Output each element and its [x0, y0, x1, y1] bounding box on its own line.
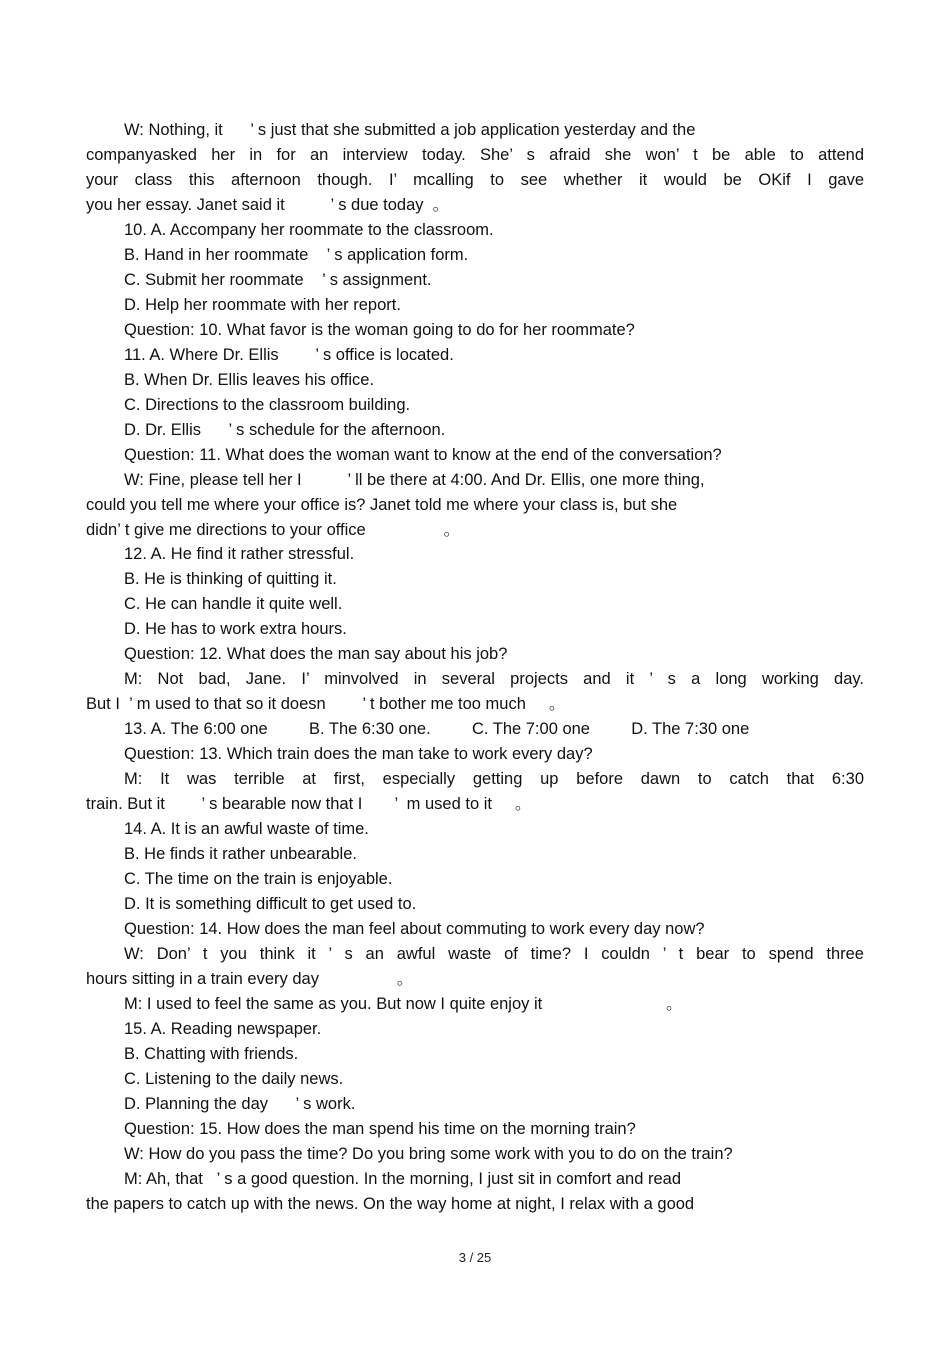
answer-option: C. Directions to the classroom building.: [124, 396, 411, 414]
answer-option: C. The time on the train is enjoyable.: [124, 870, 393, 888]
answer-option: 13. A. The 6:00 one B. The 6:30 one. C. The 7:00 one D. The 7:30 one: [124, 720, 750, 738]
text-line: you her essay. Janet said it ’ s due today 。: [86, 196, 450, 214]
answer-option: D. It is something difficult to get used to.: [124, 895, 417, 913]
answer-option: D. Help her roommate with her report.: [124, 296, 401, 314]
answer-option: C. Submit her roommate ’ s assignment.: [124, 271, 432, 289]
answer-option: 15. A. Reading newspaper.: [124, 1020, 322, 1038]
question-line: Question: 10. What favor is the woman going to do for her roommate?: [124, 321, 635, 339]
text-line: your class this afternoon though. I’ mcalling to see whether it would be OKif I gave: [86, 171, 864, 189]
question-line: Question: 11. What does the woman want to know at the end of the conversation?: [124, 446, 722, 464]
text-line: the papers to catch up with the news. On the way home at night, I relax with a good: [86, 1195, 695, 1213]
answer-option: D. He has to work extra hours.: [124, 620, 347, 638]
text-line: M: Not bad, Jane. I’ minvolved in several projects and it ’ s a long working day.: [124, 670, 864, 688]
question-line: Question: 14. How does the man feel about commuting to work every day now?: [124, 920, 705, 938]
text-line: train. But it ’ s bearable now that I ’ m used to it 。: [86, 795, 532, 813]
text-line: hours sitting in a train every day 。: [86, 970, 414, 988]
text-line: W: How do you pass the time? Do you bring some work with you to do on the train?: [124, 1145, 733, 1163]
answer-option: 14. A. It is an awful waste of time.: [124, 820, 369, 838]
answer-option: 12. A. He find it rather stressful.: [124, 545, 355, 563]
text-line: M: It was terrible at first, especially getting up before dawn to catch that 6:30: [124, 770, 864, 788]
answer-option: C. Listening to the daily news.: [124, 1070, 344, 1088]
answer-option: 10. A. Accompany her roommate to the classroom.: [124, 221, 494, 239]
text-line: W: Nothing, it ’ s just that she submitted a job application yesterday and the: [124, 121, 696, 139]
answer-option: B. Hand in her roommate ’ s application form.: [124, 246, 469, 264]
answer-option: B. Chatting with friends.: [124, 1045, 299, 1063]
text-line: didn’ t give me directions to your office 。: [86, 521, 461, 539]
text-line: W: Don’ t you think it ’ s an awful waste of time? I couldn ’ t bear to spend three: [124, 945, 864, 963]
answer-option: 11. A. Where Dr. Ellis ’ s office is located.: [124, 346, 454, 364]
question-line: Question: 12. What does the man say about his job?: [124, 645, 508, 663]
text-line: could you tell me where your office is? Janet told me where your class is, but she: [86, 496, 678, 514]
text-line: companyasked her in for an interview today. She’ s afraid she won’ t be able to attend: [86, 146, 864, 164]
answer-option: C. He can handle it quite well.: [124, 595, 343, 613]
text-line: W: Fine, please tell her I ’ ll be there at 4:00. And Dr. Ellis, one more thing,: [124, 471, 705, 489]
answer-option: B. When Dr. Ellis leaves his office.: [124, 371, 375, 389]
answer-option: D. Planning the day ’ s work.: [124, 1095, 356, 1113]
answer-option: B. He finds it rather unbearable.: [124, 845, 357, 863]
question-line: Question: 15. How does the man spend his time on the morning train?: [124, 1120, 636, 1138]
question-line: Question: 13. Which train does the man take to work every day?: [124, 745, 593, 763]
text-line: M: I used to feel the same as you. But now I quite enjoy it 。: [124, 995, 683, 1013]
text-line: M: Ah, that ’ s a good question. In the morning, I just sit in comfort and read: [124, 1170, 682, 1188]
answer-option: B. He is thinking of quitting it.: [124, 570, 337, 588]
text-line: But I ’ m used to that so it doesn ’ t bother me too much 。: [86, 695, 566, 713]
answer-option: D. Dr. Ellis ’ s schedule for the afternoon.: [124, 421, 446, 439]
page-number: 3 / 25: [458, 1250, 492, 1265]
